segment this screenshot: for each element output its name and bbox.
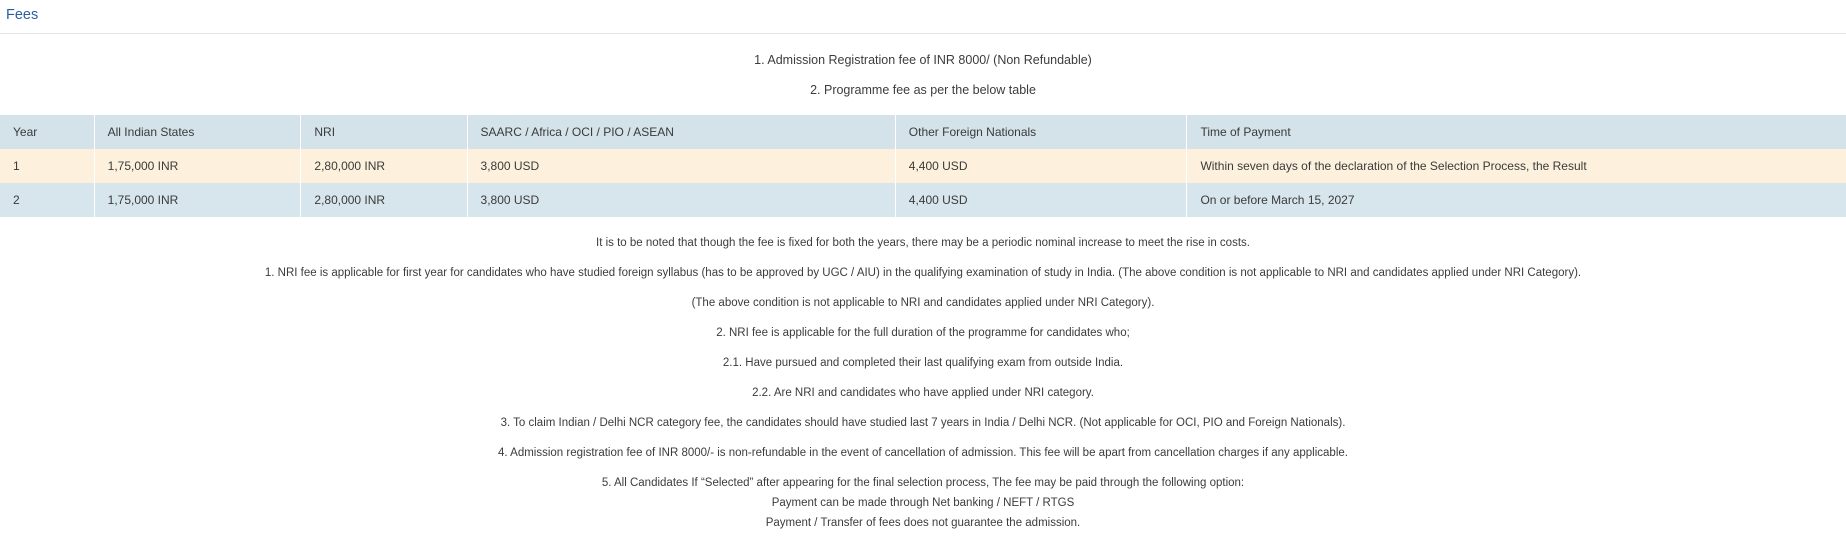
notes-block: [0, 217, 1846, 530]
table-head: [0, 115, 1846, 149]
column-header-other-foreign-nationals: Other Foreign Nationals: [895, 115, 1187, 149]
cell-other-foreign-nationals: 4,400 USD: [895, 149, 1187, 183]
intro-line-2: 2. Programme fee as per the below table: [810, 83, 1036, 98]
cell-saarc-africa-oci-pio-asean: 3,800 USD: [467, 149, 895, 183]
note-payment-options: 5. All Candidates If “Selected” after appearing for the final selection process, The fee may be paid through the following option:: [601, 476, 1245, 489]
fees-table-container: [0, 115, 1846, 217]
note-indian-delhi-ncr-claim: 3. To claim Indian / Delhi NCR category fee, the candidates should have studied last 7 years in India / Delhi NCR. (Not applicable for OCI, PIO and Foreign Nationals).: [500, 416, 1346, 429]
note-nri-last-qualifying-exam: 2.1. Have pursued and completed their last qualifying exam from outside India.: [722, 356, 1124, 369]
column-header-time-of-payment: Time of Payment: [1200, 125, 1291, 140]
note-nri-condition-exception: (The above condition is not applicable to NRI and candidates applied under NRI Category).: [691, 297, 1155, 310]
fees-table: [0, 115, 1846, 217]
column-header-nri: NRI: [301, 115, 467, 149]
table-body: [0, 149, 1846, 217]
cell-time-of-payment: On or before March 15, 2027: [1200, 193, 1355, 208]
column-header-year: Year: [0, 115, 94, 149]
cell-nri: 2,80,000 INR: [301, 149, 467, 183]
intro-block: [0, 34, 1846, 103]
cell-other-foreign-nationals: 4,400 USD: [895, 183, 1187, 217]
note-registration-non-refundable: 4. Admission registration fee of INR 8000/- is non-refundable in the event of cancellation of admission. This fee will be apart from cancellation charges if any applicable.: [498, 446, 1348, 459]
table-header-row: [0, 115, 1846, 149]
note-nri-first-year: 1. NRI fee is applicable for first year for candidates who have studied foreign syllabus (has to be approved by UGC / AIU) in the qualifying examination of study in India. (The above condition is not applicable to NRI and candidates applied under NRI Category).: [264, 267, 1582, 280]
column-header-all-indian-states: All Indian States: [94, 115, 301, 149]
cell-year: 2: [0, 183, 94, 217]
page-header: [0, 0, 1846, 34]
note-fee-fixed: It is to be noted that though the fee is fixed for both the years, there may be a periodic nominal increase to meet the rise in costs.: [596, 237, 1250, 250]
note-nri-applied-category: 2.2. Are NRI and candidates who have applied under NRI category.: [752, 386, 1094, 399]
cell-nri: 2,80,000 INR: [301, 183, 467, 217]
column-header-saarc-africa-oci-pio-asean: SAARC / Africa / OCI / PIO / ASEAN: [467, 115, 895, 149]
table-row: [0, 183, 1846, 217]
note-payment-disclaimer: Payment / Transfer of fees does not guarantee the admission.: [765, 516, 1081, 529]
intro-line-1: 1. Admission Registration fee of INR 8000/ (Non Refundable): [754, 53, 1092, 68]
cell-all-indian-states: 1,75,000 INR: [94, 183, 301, 217]
cell-year: 1: [0, 149, 94, 183]
cell-time-of-payment: Within seven days of the declaration of the Selection Process, the Result: [1200, 159, 1587, 174]
note-payment-methods: Payment can be made through Net banking / NEFT / RTGS: [771, 496, 1075, 509]
cell-all-indian-states: 1,75,000 INR: [94, 149, 301, 183]
note-nri-full-duration: 2. NRI fee is applicable for the full duration of the programme for candidates who;: [716, 326, 1130, 339]
table-row: [0, 149, 1846, 183]
cell-saarc-africa-oci-pio-asean: 3,800 USD: [467, 183, 895, 217]
page-title: Fees: [6, 7, 39, 23]
